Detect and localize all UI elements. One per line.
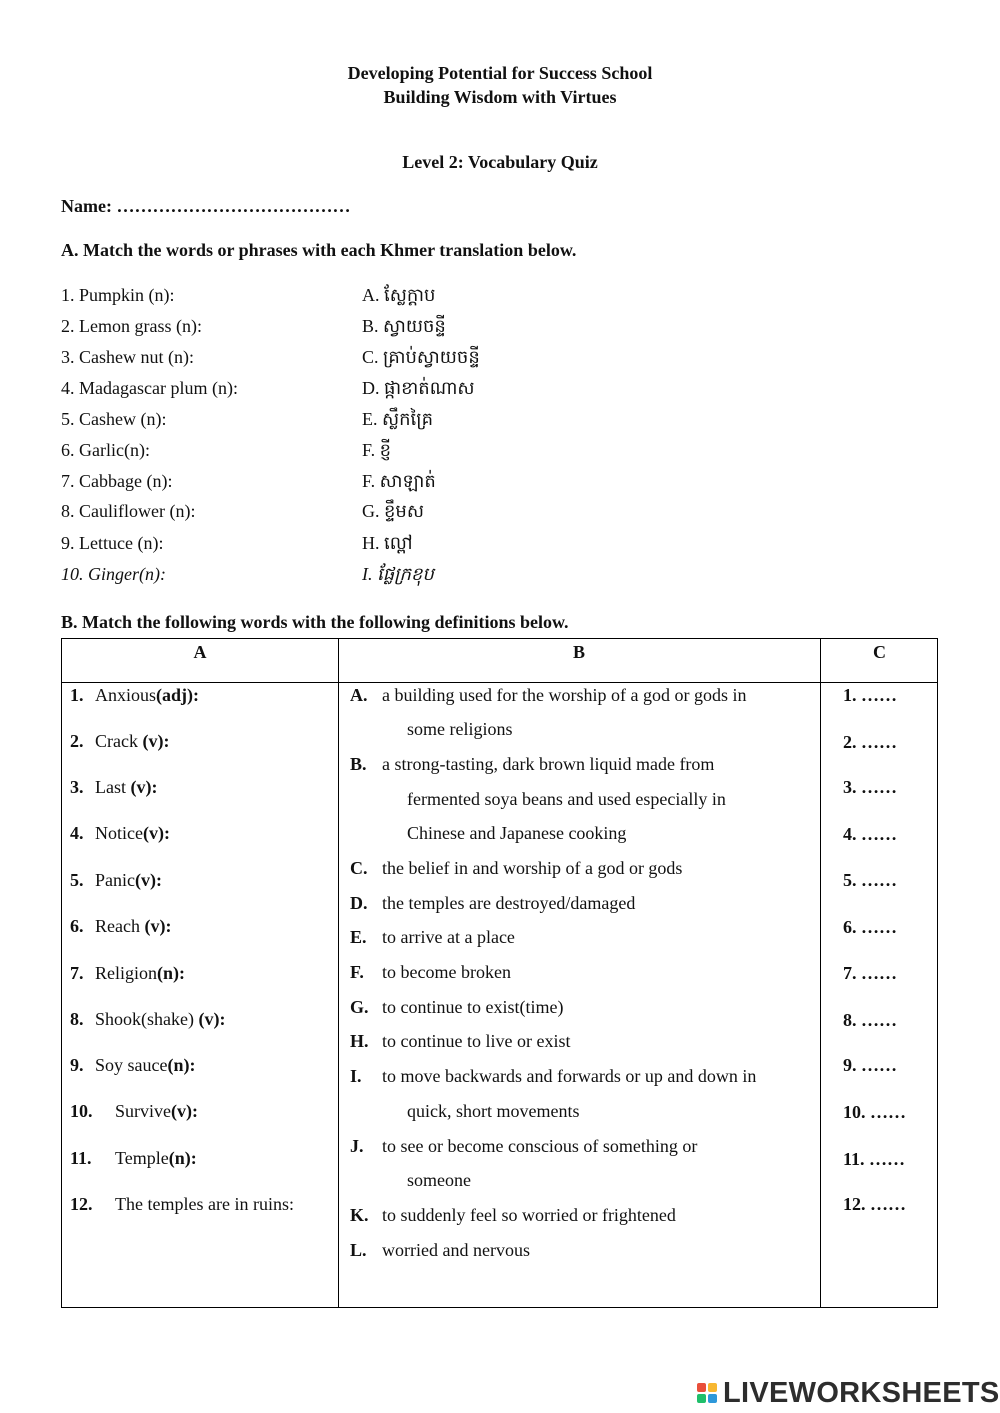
answer-blank[interactable]: 9. …… <box>843 1055 897 1075</box>
khmer-translation: C. គ្រាប់ស្វាយចន្ទី <box>362 347 480 367</box>
word-text: Anxious <box>95 685 157 705</box>
section-b-instruction: B. Match the following words with the following definitions below. <box>61 612 569 632</box>
answer-blank[interactable]: 1. …… <box>843 685 897 705</box>
definition-letter: G. <box>350 997 369 1017</box>
definition-letter: L. <box>350 1240 367 1260</box>
school-name: Developing Potential for Success School <box>347 63 653 83</box>
definition-line: the belief in and worship of a god or gods <box>382 858 683 878</box>
school-motto: Building Wisdom with Virtues <box>383 87 617 107</box>
khmer-translation: F. សាឡាត់ <box>362 471 436 491</box>
word-pos: (n): <box>167 1055 196 1075</box>
logo-square <box>708 1394 717 1403</box>
word-pos: (v): <box>171 1101 198 1121</box>
word-number: 11. <box>70 1148 92 1168</box>
word-pos: (v): <box>198 1009 226 1029</box>
khmer-translation: B. ស្វាយចន្ទី <box>362 316 446 336</box>
word-row <box>70 685 199 706</box>
answer-blank[interactable]: 5. …… <box>843 870 897 890</box>
section-a-instruction: A. Match the words or phrases with each Khmer translation below. <box>61 240 577 260</box>
word-pos: (n): <box>168 1148 197 1168</box>
vocab-word: 5. Cashew (n): <box>61 409 167 429</box>
word-text: Soy sauce <box>95 1055 168 1075</box>
answer-blank[interactable]: 8. …… <box>843 1010 897 1030</box>
name-line: Name: ………………………………… <box>61 196 351 216</box>
definition-letter: B. <box>350 754 367 774</box>
word-text: Survive <box>115 1101 171 1121</box>
definition-line: fermented soya beans and used especially in <box>407 789 726 809</box>
definition-letter: A. <box>350 685 368 705</box>
definition-letter: H. <box>350 1031 369 1051</box>
word-text: Notice <box>95 823 143 843</box>
definition-line: some religions <box>407 719 513 739</box>
word-pos: (v): <box>142 823 170 843</box>
khmer-translation: G. ខ្ទឹមស <box>362 501 424 521</box>
khmer-translation: A. ស្លែក្តាប <box>362 285 436 305</box>
quiz-title: Level 2: Vocabulary Quiz <box>402 152 598 172</box>
answer-blank[interactable]: 2. …… <box>843 732 897 752</box>
vocab-word: 10. Ginger(n): <box>61 564 166 584</box>
vocab-word: 9. Lettuce (n): <box>61 533 164 553</box>
answer-blank[interactable]: 12. …… <box>843 1194 906 1214</box>
word-number: 9. <box>70 1055 84 1075</box>
vocab-word: 7. Cabbage (n): <box>61 471 173 491</box>
definition-letter: I. <box>350 1066 362 1086</box>
word-text: Panic <box>95 870 135 890</box>
definitions-column <box>338 639 820 1307</box>
definition-letter: D. <box>350 893 368 913</box>
word-row <box>70 1055 195 1076</box>
definition-line: to continue to live or exist <box>382 1031 571 1051</box>
vocab-word: 2. Lemon grass (n): <box>61 316 202 336</box>
definition-line: someone <box>407 1170 471 1190</box>
word-number: 8. <box>70 1009 84 1029</box>
word-row <box>70 963 185 984</box>
word-number: 1. <box>70 685 84 705</box>
liveworksheets-logo <box>697 1376 1000 1410</box>
word-row <box>70 823 170 844</box>
word-text: Shook(shake) <box>95 1009 199 1029</box>
answer-blank[interactable]: 3. …… <box>843 777 897 797</box>
khmer-translation: E. ស្លឹកគ្រៃ <box>362 409 434 429</box>
khmer-translation: F. ខ្ញី <box>362 440 391 460</box>
word-row <box>70 870 162 891</box>
word-number: 3. <box>70 777 84 797</box>
logo-square <box>708 1383 717 1392</box>
khmer-translation: I. ផ្លែក្រខុប <box>362 564 434 584</box>
definition-line: quick, short movements <box>407 1101 580 1121</box>
word-pos: (adj): <box>156 685 200 705</box>
vocab-word: 6. Garlic(n): <box>61 440 150 460</box>
definition-line: to arrive at a place <box>382 927 515 947</box>
definition-line: to continue to exist(time) <box>382 997 564 1017</box>
word-row <box>70 1009 225 1030</box>
answer-blank[interactable]: 11. …… <box>843 1149 906 1169</box>
word-number: 5. <box>70 870 84 890</box>
column-header-b: B <box>572 642 585 662</box>
word-row <box>70 1101 198 1122</box>
word-row <box>70 731 169 752</box>
definition-letter: C. <box>350 858 368 878</box>
answer-blank[interactable]: 7. …… <box>843 963 897 983</box>
definition-line: a building used for the worship of a god or gods in <box>382 685 747 705</box>
word-text: Crack <box>95 731 143 751</box>
definition-line: to see or become conscious of something or <box>382 1136 698 1156</box>
khmer-translation: D. ផ្កាខាត់ណាស <box>362 378 475 398</box>
word-row <box>70 1148 197 1169</box>
word-text: Reach <box>95 916 145 936</box>
word-pos: (n): <box>157 963 185 983</box>
definition-line: to become broken <box>382 962 511 982</box>
definition-letter: E. <box>350 927 367 947</box>
vocab-word: 8. Cauliflower (n): <box>61 501 196 521</box>
word-row <box>70 1194 294 1215</box>
vocab-word: 4. Madagascar plum (n): <box>61 378 238 398</box>
definition-letter: F. <box>350 962 364 982</box>
word-pos: (v): <box>144 916 172 936</box>
definition-letter: K. <box>350 1205 369 1225</box>
logo-text: LIVEWORKSHEETS <box>723 1376 1000 1409</box>
word-row <box>70 916 171 937</box>
definition-letter: J. <box>350 1136 364 1156</box>
word-pos: (v): <box>130 777 158 797</box>
column-header-a: A <box>193 642 207 662</box>
word-row <box>70 777 157 798</box>
word-number: 12. <box>70 1194 93 1214</box>
definition-line: Chinese and Japanese cooking <box>407 823 627 843</box>
vocab-word: 1. Pumpkin (n): <box>61 285 175 305</box>
definition-line: a strong-tasting, dark brown liquid made from <box>382 754 715 774</box>
definition-line: to suddenly feel so worried or frightened <box>382 1205 676 1225</box>
khmer-translation: H. ល្ពៅ <box>362 533 413 553</box>
word-number: 2. <box>70 731 84 751</box>
answer-blank[interactable]: 6. …… <box>843 917 897 937</box>
word-pos: (v): <box>135 870 162 890</box>
word-number: 4. <box>70 823 84 843</box>
word-text: The temples are in ruins: <box>115 1194 294 1214</box>
word-text: Religion <box>95 963 157 983</box>
logo-mark-icon <box>697 1383 717 1403</box>
column-header-c: C <box>873 642 886 662</box>
word-text: Last <box>95 777 131 797</box>
definition-line: worried and nervous <box>382 1240 530 1260</box>
logo-square <box>697 1383 706 1392</box>
word-text: Temple <box>115 1148 169 1168</box>
word-pos: (v): <box>142 731 170 751</box>
definition-line: the temples are destroyed/damaged <box>382 893 636 913</box>
word-number: 10. <box>70 1101 93 1121</box>
logo-square <box>697 1394 706 1403</box>
column-divider <box>820 639 821 1307</box>
matching-table <box>61 638 938 1308</box>
word-number: 6. <box>70 916 84 936</box>
definition-line: to move backwards and forwards or up and down in <box>382 1066 757 1086</box>
word-number: 7. <box>70 963 84 983</box>
vocab-word: 3. Cashew nut (n): <box>61 347 194 367</box>
answer-blank[interactable]: 4. …… <box>843 824 897 844</box>
answer-blank[interactable]: 10. …… <box>843 1102 906 1122</box>
